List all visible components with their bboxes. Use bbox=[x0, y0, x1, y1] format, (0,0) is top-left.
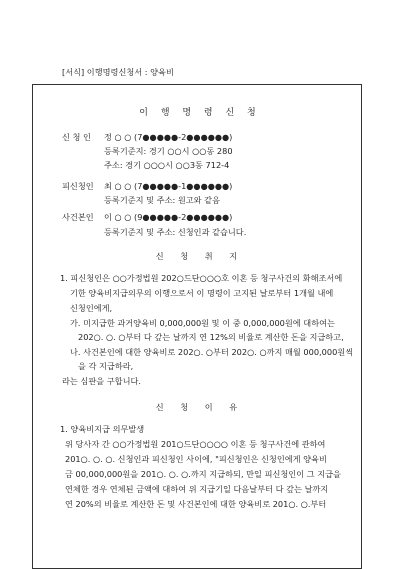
purpose-line: 202○. ○. ○부터 다 갚는 날까지 연 12%의 비율로 계산한 돈을 지급하고, bbox=[78, 332, 344, 342]
purpose-line: 나. 사건본인에 대한 양육비로 202○. ○부터 202○. ○까지 매월 000,000원씩 bbox=[70, 347, 354, 357]
respondent-label: 피신청인 bbox=[62, 181, 94, 191]
reason-line: 금 00,000,000원을 201○. ○. ○.까지 지급하되, 만일 피신청인이 그 지급을 bbox=[65, 469, 341, 479]
applicant-registration: 등록기준지: 경기 ○○시 ○○동 280 bbox=[104, 146, 233, 156]
purpose-line: 을 각 지급하라, bbox=[78, 361, 134, 371]
reason-line: 1. 양육비지급 의무발생 bbox=[60, 424, 145, 434]
purpose-line: 1. 피신청인은 ○○가정법원 202○드단○○○호 이혼 등 청구사건의 화해조서에 bbox=[60, 273, 343, 283]
applicant-address: 주소: 경기 ○○○시 ○○3동 712-4 bbox=[104, 160, 230, 170]
applicant-label: 신 청 인 bbox=[62, 132, 91, 142]
reason-line: 위 당사자 간 ○○가정법원 201○드단○○○○ 이혼 등 청구사건에 관하여 bbox=[65, 439, 326, 449]
reason-line: 201○. ○. ○. 신청인과 피신청인 사이에, "피신청인은 신청인에게 양육비 bbox=[65, 454, 327, 464]
purpose-heading: 신 청 취 지 bbox=[155, 251, 245, 261]
respondent-registration: 등록기준지 및 주소: 원고와 같음 bbox=[104, 195, 220, 205]
subject-registration: 등록기준지 및 주소: 신청인과 같습니다. bbox=[104, 227, 247, 237]
reason-line: 연 20%의 비율로 계산한 돈 및 사건본인에 대한 양육비로 201○. ○.부터 bbox=[65, 499, 327, 509]
form-caption: [서식] 이행명령신청서 : 양육비 bbox=[62, 67, 174, 77]
subject-name: 이 ○ ○ (9●●●●●-2●●●●●●) bbox=[104, 212, 233, 222]
applicant-name: 정 ○ ○ (7●●●●●-2●●●●●●) bbox=[104, 132, 233, 142]
purpose-line: 신청인에게, bbox=[70, 303, 113, 313]
purpose-line: 라는 심판을 구합니다. bbox=[62, 376, 141, 386]
respondent-name: 최 ○ ○ (7●●●●●-1●●●●●●) bbox=[104, 181, 233, 191]
purpose-line: 기한 양육비지급의무의 이행으로서 이 명령이 고지된 날로부터 1개월 내에 bbox=[70, 288, 334, 298]
subject-label: 사건본인 bbox=[62, 212, 94, 222]
reason-line: 연체한 경우 연체된 금액에 대하여 위 지급기일 다음날부터 다 갚는 날까지 bbox=[65, 484, 329, 494]
purpose-line: 가. 미지급한 과거양육비 0,000,000원 및 이 중 0,000,000원에 대하여는 bbox=[70, 318, 335, 328]
reason-heading: 신 청 이 유 bbox=[155, 402, 245, 412]
document-title: 이 행 명 령 신 청 bbox=[139, 108, 261, 118]
